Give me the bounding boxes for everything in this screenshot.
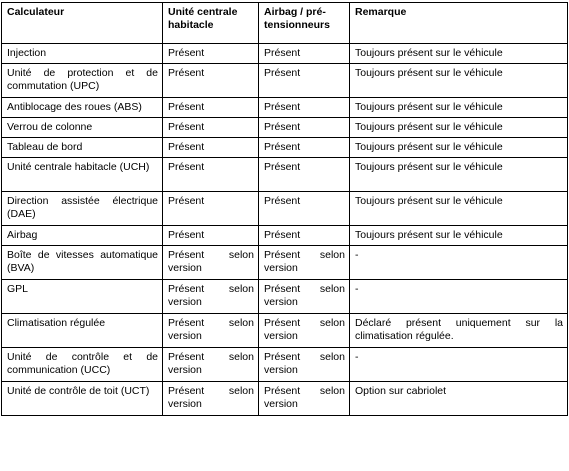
cell-unite-centrale: Présent [163, 138, 259, 158]
cell-remarque: - [350, 348, 568, 382]
cell-calculateur: Verrou de colonne [2, 118, 163, 138]
table-row [2, 382, 568, 416]
cell-calculateur: Unité de contrôle de toit (UCT) [2, 382, 163, 416]
cell-unite-centrale: Présent selon version [163, 280, 259, 314]
cell-airbag: Présent [259, 44, 350, 64]
cell-calculateur: Antiblocage des roues (ABS) [2, 98, 163, 118]
header-calculateur: Calculateur [2, 3, 163, 44]
cell-unite-centrale: Présent selon version [163, 382, 259, 416]
cell-calculateur: GPL [2, 280, 163, 314]
cell-airbag: Présent selon version [259, 280, 350, 314]
cell-airbag: Présent [259, 158, 350, 192]
cell-unite-centrale: Présent [163, 44, 259, 64]
cell-airbag: Présent [259, 118, 350, 138]
cell-airbag: Présent selon version [259, 246, 350, 280]
calculators-table [1, 2, 568, 416]
table-row [2, 64, 568, 98]
cell-remarque: Toujours présent sur le véhicule [350, 226, 568, 246]
cell-unite-centrale: Présent [163, 226, 259, 246]
cell-unite-centrale: Présent selon version [163, 348, 259, 382]
table-header-row [2, 3, 568, 44]
cell-airbag: Présent selon version [259, 382, 350, 416]
table-row [2, 44, 568, 64]
table-row [2, 280, 568, 314]
table-row [2, 98, 568, 118]
cell-airbag: Présent [259, 138, 350, 158]
cell-remarque: Toujours présent sur le véhicule [350, 44, 568, 64]
cell-calculateur: Unité de contrôle et de communication (UCC) [2, 348, 163, 382]
cell-calculateur: Airbag [2, 226, 163, 246]
cell-unite-centrale: Présent selon version [163, 246, 259, 280]
cell-airbag: Présent selon version [259, 314, 350, 348]
cell-remarque: Toujours présent sur le véhicule [350, 98, 568, 118]
table-row [2, 314, 568, 348]
table-row [2, 118, 568, 138]
cell-remarque: Toujours présent sur le véhicule [350, 118, 568, 138]
table-row [2, 158, 568, 192]
table-row [2, 348, 568, 382]
cell-airbag: Présent [259, 192, 350, 226]
cell-calculateur: Boîte de vitesses automatique (BVA) [2, 246, 163, 280]
cell-unite-centrale: Présent [163, 98, 259, 118]
cell-airbag: Présent [259, 226, 350, 246]
cell-calculateur: Direction assistée électrique (DAE) [2, 192, 163, 226]
cell-unite-centrale: Présent [163, 158, 259, 192]
table-row [2, 246, 568, 280]
cell-calculateur: Tableau de bord [2, 138, 163, 158]
cell-remarque: Déclaré présent uniquement sur la climatisation régulée. [350, 314, 568, 348]
cell-calculateur: Injection [2, 44, 163, 64]
header-airbag-pretensionneurs: Airbag / pré-tensionneurs [259, 3, 350, 44]
cell-remarque: Toujours présent sur le véhicule [350, 192, 568, 226]
cell-unite-centrale: Présent [163, 118, 259, 138]
cell-airbag: Présent selon version [259, 348, 350, 382]
cell-remarque: Toujours présent sur le véhicule [350, 138, 568, 158]
cell-remarque: Toujours présent sur le véhicule [350, 64, 568, 98]
cell-remarque: - [350, 280, 568, 314]
table-row [2, 138, 568, 158]
cell-calculateur: Unité de protection et de commutation (UPC) [2, 64, 163, 98]
header-remarque: Remarque [350, 3, 568, 44]
cell-unite-centrale: Présent [163, 192, 259, 226]
header-unite-centrale-habitacle: Unité centrale habitacle [163, 3, 259, 44]
cell-unite-centrale: Présent selon version [163, 314, 259, 348]
cell-calculateur: Climatisation régulée [2, 314, 163, 348]
cell-remarque: - [350, 246, 568, 280]
cell-calculateur: Unité centrale habitacle (UCH) [2, 158, 163, 192]
cell-airbag: Présent [259, 64, 350, 98]
table-row [2, 192, 568, 226]
table-row [2, 226, 568, 246]
cell-unite-centrale: Présent [163, 64, 259, 98]
cell-remarque: Toujours présent sur le véhicule [350, 158, 568, 192]
cell-airbag: Présent [259, 98, 350, 118]
cell-remarque: Option sur cabriolet [350, 382, 568, 416]
